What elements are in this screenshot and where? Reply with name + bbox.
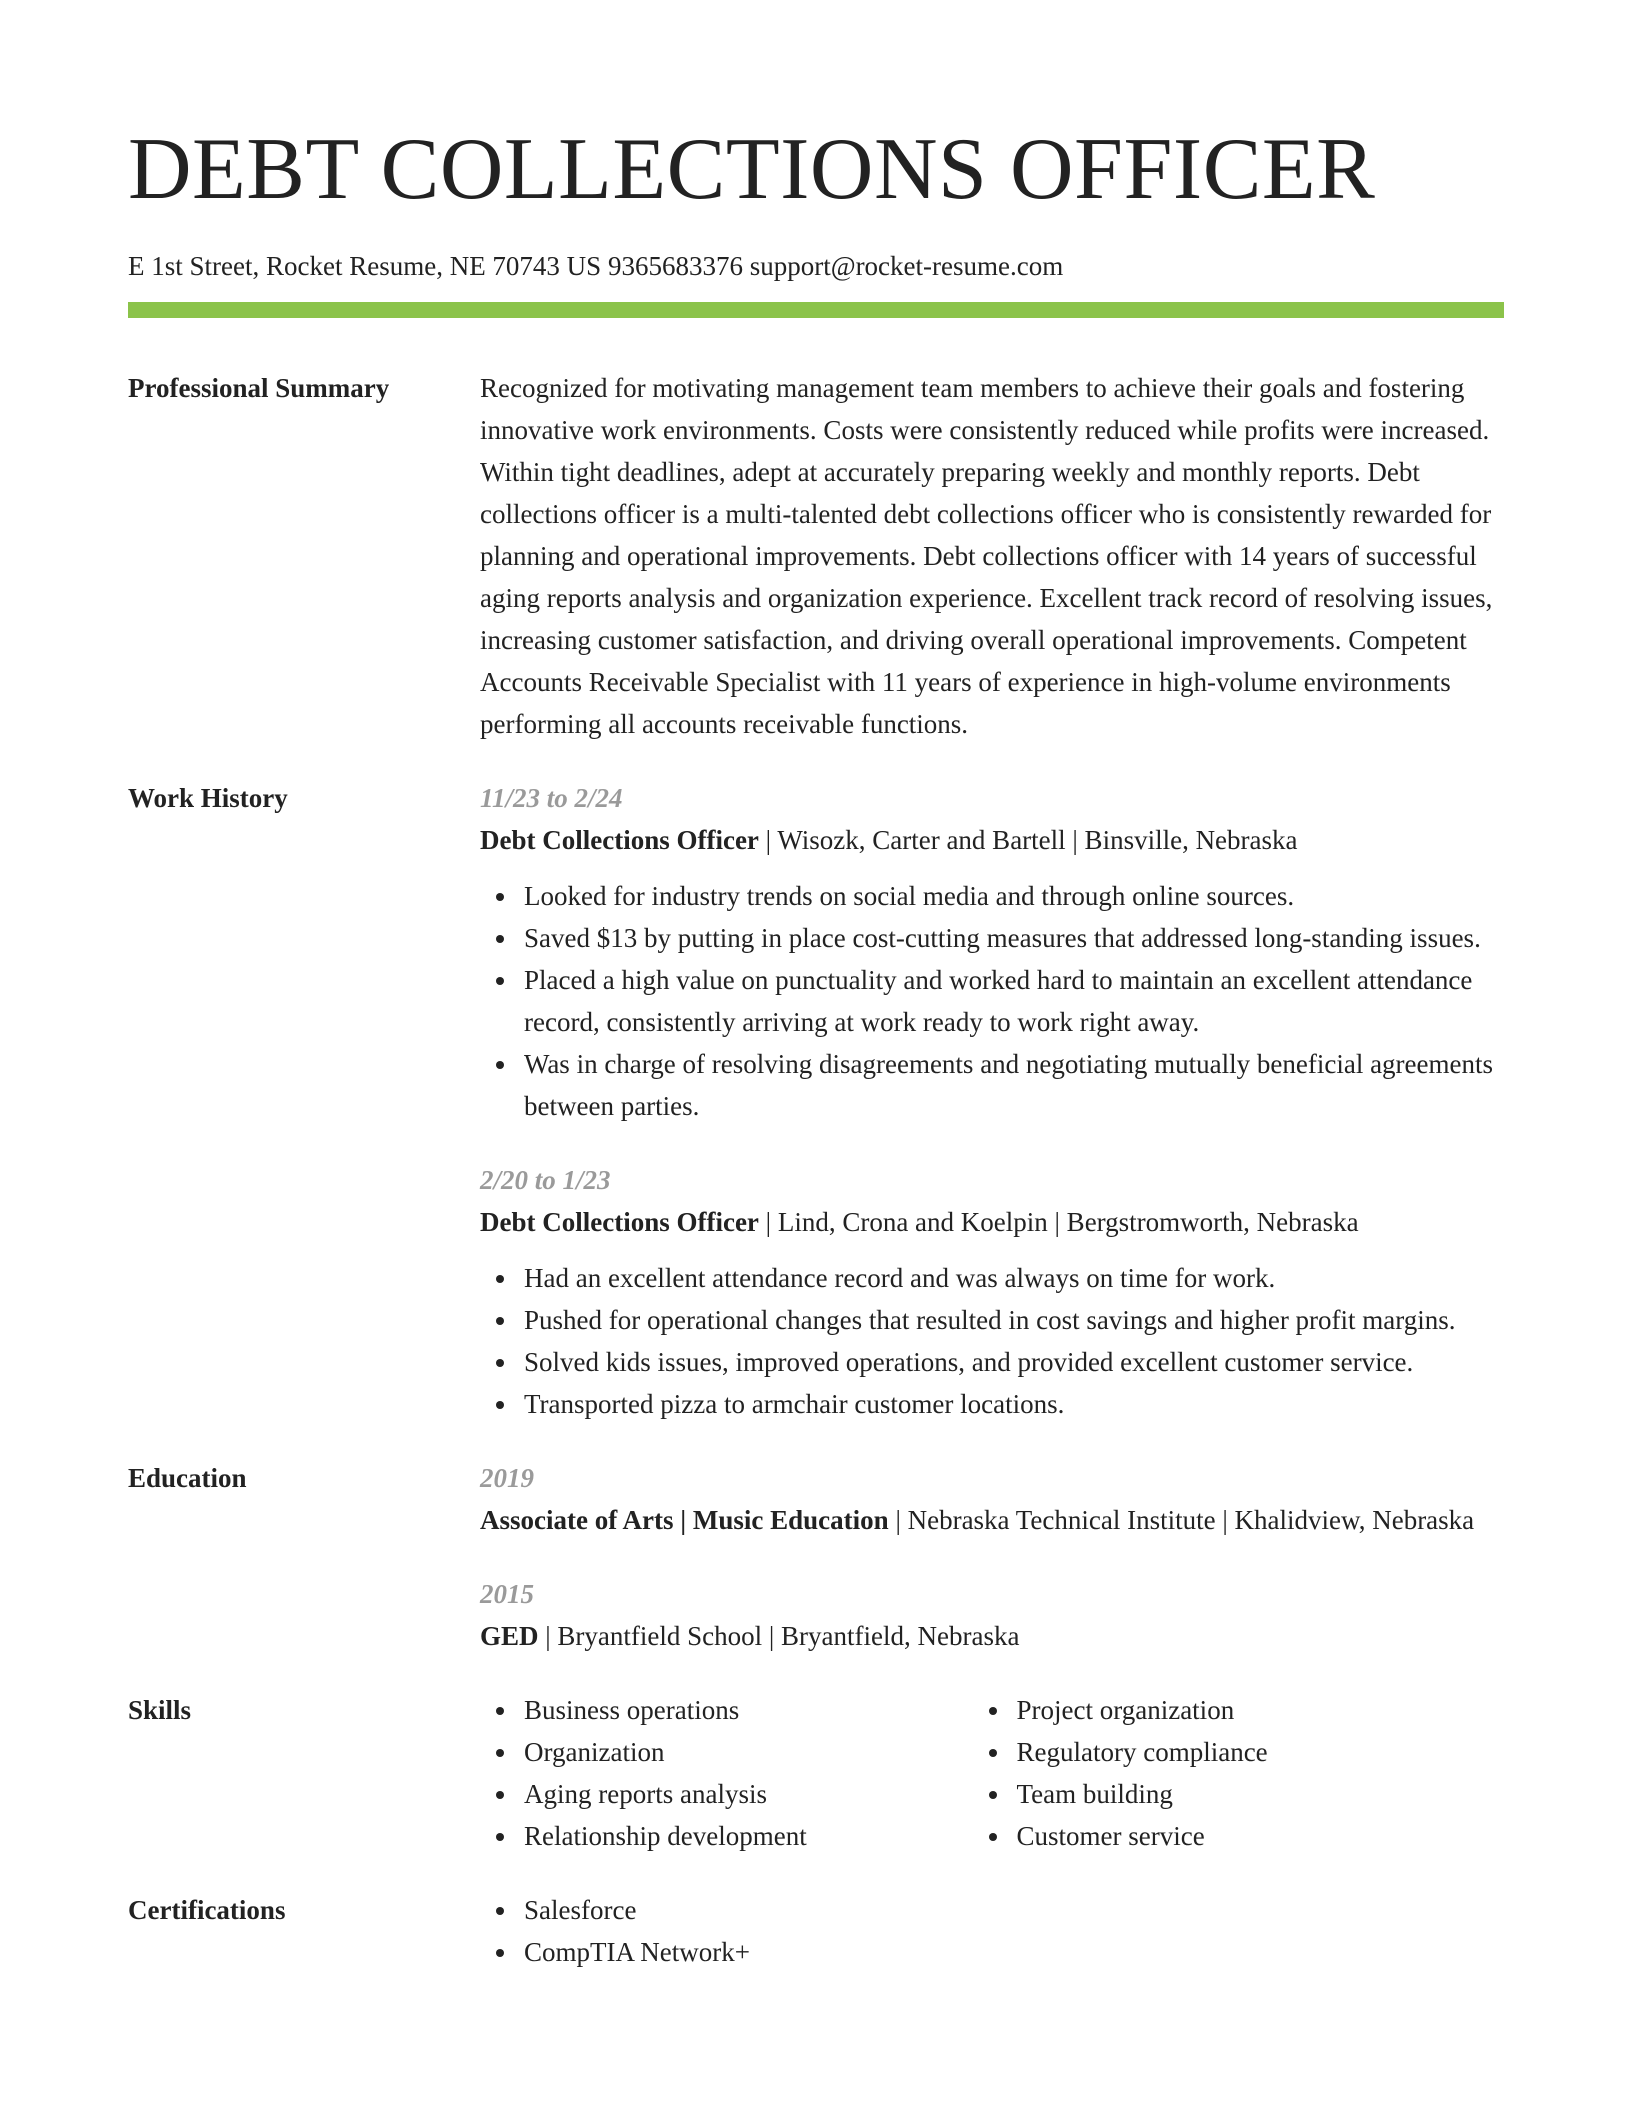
list-item: Customer service	[1017, 1815, 1505, 1857]
education-details: | Nebraska Technical Institute | Khalidview, Nebraska	[888, 1505, 1475, 1535]
list-item: Organization	[524, 1731, 973, 1773]
job-entry	[480, 1159, 1504, 1425]
education-heading	[480, 1499, 1504, 1541]
education-body	[480, 1457, 1504, 1657]
certifications-section	[128, 1889, 1504, 1973]
education-year: 2015	[480, 1579, 534, 1609]
job-details: | Lind, Crona and Koelpin | Bergstromworth, Nebraska	[758, 1207, 1359, 1237]
resume-title: DEBT COLLECTIONS OFFICER	[128, 121, 1376, 218]
section-title-summary: Professional Summary	[128, 373, 390, 403]
list-item: Pushed for operational changes that resulted in cost savings and higher profit margins.	[524, 1299, 1504, 1341]
skills-section	[128, 1689, 1504, 1857]
section-title-skills: Skills	[128, 1695, 192, 1725]
education-details: | Bryantfield School | Bryantfield, Nebraska	[538, 1621, 1020, 1651]
job-heading	[480, 1201, 1504, 1243]
education-degree: GED	[480, 1621, 539, 1651]
education-year: 2019	[480, 1463, 534, 1493]
resume-page	[128, 0, 1504, 1973]
list-item: Relationship development	[524, 1815, 973, 1857]
job-dates: 11/23 to 2/24	[480, 783, 623, 813]
list-item: Business operations	[524, 1689, 973, 1731]
education-section	[128, 1457, 1504, 1657]
job-role: Debt Collections Officer	[480, 1207, 759, 1237]
skills-list-left	[480, 1689, 973, 1857]
summary-body	[480, 367, 1504, 745]
list-item: Had an excellent attendance record and was always on time for work.	[524, 1257, 1504, 1299]
job-entry	[480, 777, 1504, 1127]
accent-divider	[128, 302, 1504, 318]
list-item: Team building	[1017, 1773, 1505, 1815]
skills-body	[480, 1689, 1504, 1857]
list-item: Placed a high value on punctuality and worked hard to maintain an excellent attendance record, consistently arriving at work ready to work right away.	[524, 959, 1504, 1043]
summary-text: Recognized for motivating management team members to achieve their goals and fostering innovative work environments. Costs were consistently reduced while profits were increased. Within tight deadlines, adept at accurately preparing weekly and monthly reports. Debt collections officer is a multi-talented debt collections officer who is consistently rewarded for planning and operational improvements. Debt collections officer with 14 years of successful aging reports analysis and organization experience. Excellent track record of resolving issues, increasing customer satisfaction, and driving overall operational improvements. Competent Accounts Receivable Specialist with 11 years of experience in high-volume environments performing all accounts receivable functions.	[480, 373, 1493, 739]
list-item: Aging reports analysis	[524, 1773, 973, 1815]
list-item: Transported pizza to armchair customer locations.	[524, 1383, 1504, 1425]
job-heading	[480, 819, 1504, 861]
list-item: Salesforce	[524, 1889, 1504, 1931]
job-bullets	[480, 1257, 1504, 1425]
list-item: Regulatory compliance	[1017, 1731, 1505, 1773]
job-dates: 2/20 to 1/23	[480, 1165, 611, 1195]
job-role: Debt Collections Officer	[480, 825, 759, 855]
summary-section	[128, 367, 1504, 745]
job-bullets	[480, 875, 1504, 1127]
certifications-body	[480, 1889, 1504, 1973]
job-details: | Wisozk, Carter and Bartell | Binsville, Nebraska	[758, 825, 1298, 855]
section-title-certifications: Certifications	[128, 1895, 286, 1925]
list-item: Solved kids issues, improved operations, and provided excellent customer service.	[524, 1341, 1504, 1383]
list-item: CompTIA Network+	[524, 1931, 1504, 1973]
list-item: Was in charge of resolving disagreements and negotiating mutually beneficial agreements between parties.	[524, 1043, 1504, 1127]
section-title-education: Education	[128, 1463, 247, 1493]
list-item: Saved $13 by putting in place cost-cutting measures that addressed long-standing issues.	[524, 917, 1504, 959]
work-history-body	[480, 777, 1504, 1425]
education-entry	[480, 1573, 1504, 1657]
section-title-work: Work History	[128, 783, 288, 813]
education-heading	[480, 1615, 1504, 1657]
list-item: Looked for industry trends on social media and through online sources.	[524, 875, 1504, 917]
skills-list-right	[973, 1689, 1505, 1857]
contact-line: E 1st Street, Rocket Resume, NE 70743 US 9365683376 support@rocket-resume.com	[128, 251, 1064, 281]
list-item: Project organization	[1017, 1689, 1505, 1731]
education-degree: Associate of Arts | Music Education	[480, 1505, 889, 1535]
education-entry	[480, 1457, 1504, 1541]
certifications-list	[480, 1889, 1504, 1973]
work-history-section	[128, 777, 1504, 1425]
